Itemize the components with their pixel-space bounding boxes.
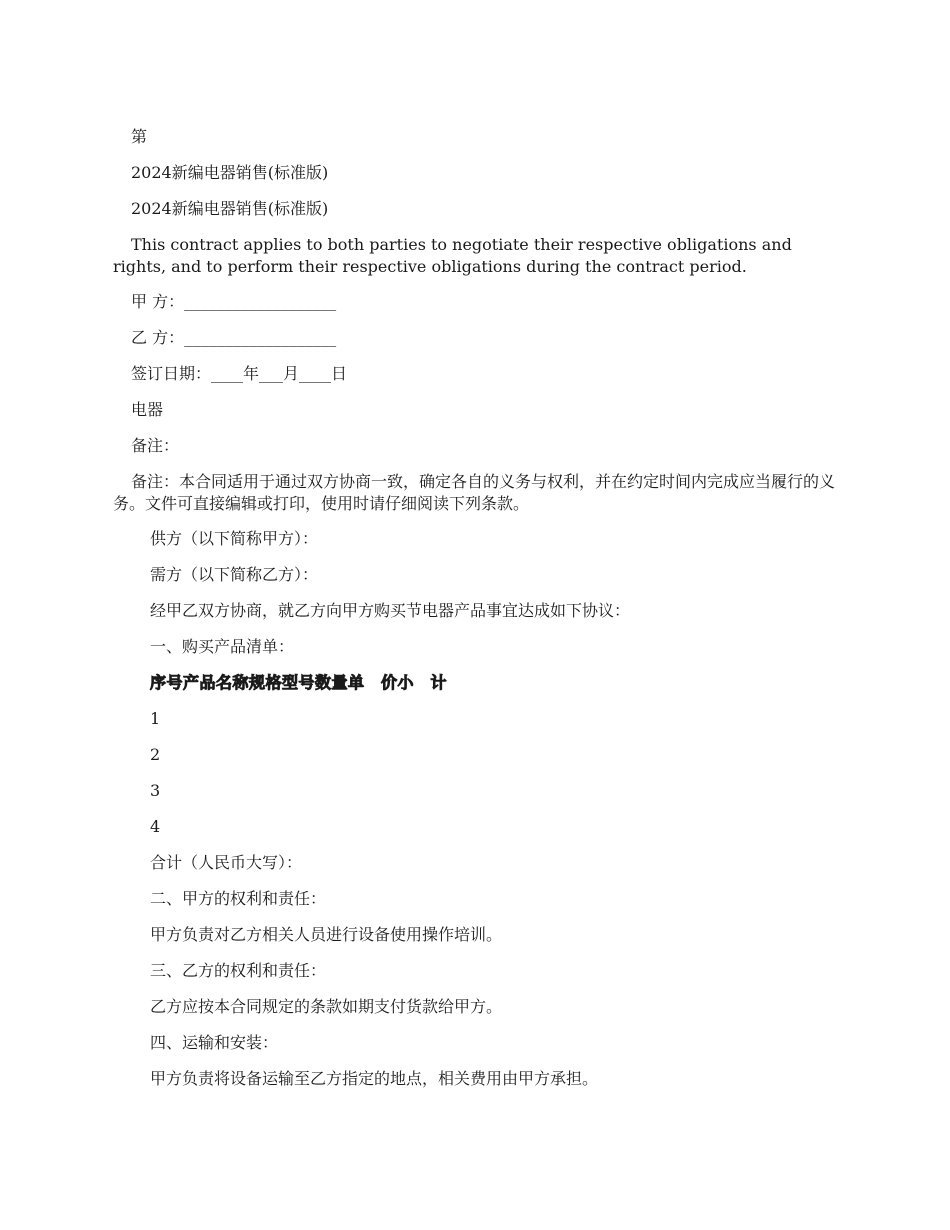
section-3-text: 乙方应按本合同规定的条款如期支付货款给甲方。 <box>150 997 503 1016</box>
document-title: 2024新编电器销售(标准版) <box>131 163 329 182</box>
note-paragraph: 备注：本合同适用于通过双方协商一致，确定各自的义务与权利，并在约定时间内完成应当履行的义务。文件可直接编辑或打印，使用时请仔细阅读下列条款。 <box>113 472 836 513</box>
section-2-heading: 二、甲方的权利和责任： <box>150 889 327 908</box>
section-1-heading: 一、购买产品清单： <box>150 637 295 656</box>
agreement-line: 经甲乙双方协商，就乙方向甲方购买节电器产品事宜达成如下协议： <box>150 601 631 620</box>
document-subtitle: 2024新编电器销售(标准版) <box>131 199 329 218</box>
intro-paragraph: This contract applies to both parties to negotiate their respective obligations and rights, and to perform their respective obligations during the contract period. <box>113 235 792 276</box>
section-3-heading: 三、乙方的权利和责任： <box>150 961 327 980</box>
section-2-text: 甲方负责对乙方相关人员进行设备使用操作培训。 <box>150 925 503 944</box>
party-a-line: 甲 方：___________________ <box>131 292 337 311</box>
table-row: 1 <box>150 709 161 728</box>
table-row: 4 <box>150 817 161 836</box>
table-row: 2 <box>150 745 161 764</box>
note-label: 备注： <box>131 436 180 455</box>
sign-date-line: 签订日期：____年___月____日 <box>131 364 348 383</box>
cover-mark: 第 <box>131 127 148 146</box>
category-label: 电器 <box>131 400 164 419</box>
buyer-line: 需方（以下简称乙方）： <box>150 565 319 584</box>
product-table-header: 序号产品名称规格型号数量单 价小 计 <box>150 673 448 692</box>
table-row: 3 <box>150 781 161 800</box>
supplier-line: 供方（以下简称甲方）： <box>150 529 319 548</box>
total-line: 合计（人民币大写）： <box>150 853 303 872</box>
section-4-heading: 四、运输和安装： <box>150 1033 279 1052</box>
section-4-text: 甲方负责将设备运输至乙方指定的地点，相关费用由甲方承担。 <box>150 1069 599 1088</box>
party-b-line: 乙 方：___________________ <box>131 328 337 347</box>
